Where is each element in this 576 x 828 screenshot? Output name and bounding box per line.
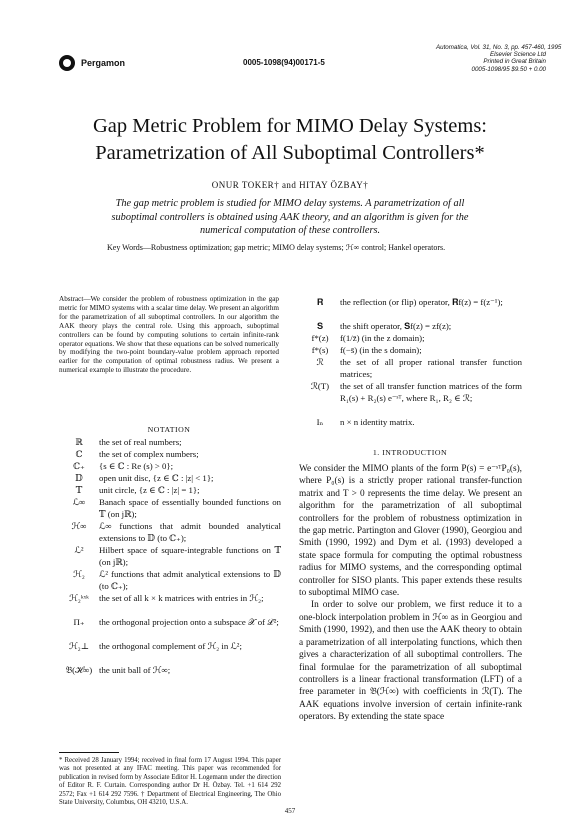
- notation-symbol: ℋ₂⊥: [68, 641, 90, 651]
- notation-row: [59, 460, 281, 472]
- notation-definition: ℒ∞ functions that admit bounded analytical extensions to 𝔻 (to ℂ₊);: [99, 521, 281, 543]
- notation-definition: the set of all transfer function matrices of the form R₁(s) + R₂(s) e⁻ˢᵀ, where R₁, R₂ ∈ ℛ;: [340, 381, 522, 403]
- introduction-heading: 1. INTRODUCTION: [372, 448, 448, 457]
- journal-line: Printed in Great Britain: [483, 58, 546, 66]
- notation-row: [59, 520, 281, 544]
- notation-definition: the orthogonal projection onto a subspace 𝒳 of ℒ²;: [99, 617, 279, 627]
- notation-definition: the set of real numbers;: [99, 437, 182, 447]
- notation-definition: the set of all proper rational transfer function matrices;: [340, 357, 522, 379]
- notation-symbol: ℝ: [75, 437, 83, 447]
- notation-row: [300, 296, 522, 308]
- notation-symbol: 𝐑: [316, 297, 324, 307]
- notation-row: [59, 484, 281, 496]
- notation-row: [300, 332, 522, 344]
- notation-row: [59, 640, 281, 652]
- notation-definition: Hilbert space of square-integrable functions on 𝕋 (on jℝ);: [99, 545, 281, 567]
- notation-symbol: 𝐒: [317, 321, 323, 331]
- notation-symbol: Π₊: [73, 617, 85, 627]
- notation-definition: ℒ² functions that admit analytical extensions to 𝔻 (to ℂ₊);: [99, 569, 281, 591]
- authors: ONUR TOKER† and HITAY ÖZBAY†: [211, 180, 369, 190]
- notation-symbol: ℂ₊: [73, 461, 85, 471]
- notation-symbol: 𝕋: [75, 485, 83, 495]
- title-line: Parametrization of All Suboptimal Controllers*: [95, 142, 485, 164]
- notation-symbol: ℒ∞: [72, 497, 86, 507]
- notation-symbol: ℂ: [75, 449, 83, 459]
- publisher-logo-block: [59, 55, 125, 71]
- footnote-rule: [59, 752, 119, 753]
- intro-paragraph: We consider the MIMO plants of the form P(s) = e⁻ˢᵀP₀(s), where P₀(s) is a strictly proper rational transfer-function matrix and T > 0 represents the time delay. We present an algorithm for the parametrization of all suboptimal controllers for the problem of robustness optimization in the gap metric. Partington and Glover (1990), Georgiou and Smith (1990, 1992) and Dym et al. (1993) developed a state space formula for computing the optimal robustness radius for MIMO systems, and the corresponding optimal controller for SISO plants. This paper extends these results to suboptimal MIMO case.: [299, 464, 522, 599]
- notation-symbol: 𝔅(ℋ∞): [65, 665, 93, 675]
- notation-symbol: f*(z): [311, 333, 329, 343]
- notation-row: [59, 448, 281, 460]
- journal-line: 0005-1098/95 $9.50 + 0.00: [471, 65, 546, 73]
- notation-symbol: ℛ: [316, 357, 324, 367]
- notation-symbol: ℛ(T): [310, 381, 330, 391]
- notation-row: [59, 616, 281, 628]
- notation-row: [59, 472, 281, 484]
- notation-symbol: Iₙ: [316, 417, 324, 427]
- notation-row: [59, 496, 281, 520]
- notation-definition: unit circle, {z ∈ ℂ : |z| = 1};: [99, 485, 200, 495]
- notation-row: [59, 436, 281, 448]
- notation-definition: Banach space of essentially bounded functions on 𝕋 (on jℝ);: [99, 497, 281, 519]
- notation-definition: f(1/z̄) (in the z domain);: [340, 333, 425, 343]
- page-number: 457: [284, 807, 296, 815]
- summary: The gap metric problem is studied for MIMO delay systems. A parametrization of all suboptimal controllers is obtained using AAK theory, and an algorithm is given for the numerical computation of these controllers.: [111, 198, 469, 236]
- notation-symbol: ℋ₂: [73, 569, 85, 579]
- notation-definition: n × n identity matrix.: [340, 417, 415, 427]
- abstract: Abstract—We consider the problem of robustness optimization in the gap metric for MIMO systems with a scalar time delay. We present an algorithm for the parametrization of all suboptimal controllers. In our algorithm the AAK theory plays the central role. Using this approach, suboptimal controllers can be found by computing solutions to certain infinite-rank operator equations. We show that these equations can be solved numerically by modifying the two-point boundary-value problem approach reported earlier for the computation of optimal robustness radius. We present a numerical example to illustrate the procedure.: [59, 295, 279, 375]
- title-line: Gap Metric Problem for MIMO Delay Systems:: [93, 115, 487, 137]
- notation-symbol: ℒ²: [74, 545, 84, 555]
- notation-definition: {s ∈ ℂ : Re (s) > 0};: [99, 461, 174, 471]
- notation-row: [300, 356, 522, 380]
- notation-definition: open unit disc, {z ∈ ℂ : |z| < 1};: [99, 473, 214, 483]
- notation-heading: NOTATION: [147, 425, 191, 434]
- keywords: Key Words—Robustness optimization; gap metric; MIMO delay systems; ℋ∞ control; Hankel operators.: [107, 243, 446, 252]
- notation-definition: the reflection (or flip) operator, 𝐑f(z) = f(z⁻¹);: [340, 297, 503, 307]
- notation-row: [59, 568, 281, 592]
- footnote: * Received 28 January 1994; received in final form 17 August 1994. This paper was not presented at any IFAC meeting. This paper was recommended for publication in revised form by Associate Editor H. Logemann under the direction of Editor R. F. Curtain. Corresponding author Dr H. Özbay. Tel. +1 614 292 2572; Fax +1 614 292 7596. † Department of Electrical Engineering, The Ohio State University, Columbus, OH 43210, U.S.A.: [59, 757, 281, 807]
- publisher-name: Pergamon: [81, 58, 126, 68]
- article-code: 0005-1098(94)00171-5: [243, 58, 325, 67]
- pergamon-logo-icon: [59, 55, 75, 71]
- notation-definition: the set of complex numbers;: [99, 449, 199, 459]
- notation-row: [59, 544, 281, 568]
- notation-definition: the shift operator, 𝐒f(z) = zf(z);: [340, 321, 452, 331]
- notation-definition: the set of all k × k matrices with entries in ℋ₂;: [99, 593, 264, 603]
- journal-info: [436, 44, 562, 73]
- journal-line: Elsevier Science Ltd: [489, 51, 546, 59]
- intro-paragraph: In order to solve our problem, we first reduce it to a one-block interpolation problem in ℋ∞ as in Georgiou and Smith (1990, 1992), and then use the AAK theory to obtain a parametrization of all interpolating functions, which then gives a characterization of all suboptimal controllers. The final formulae for the parametrization of all suboptimal controllers is a linear fractional transformation (LFT) of a free parameter in 𝔅(ℋ∞) with coefficients in ℛ(T). The AAK equations involve inversion of certain infinite-rank operators. By extending the state space: [299, 600, 522, 723]
- notation-symbol: f*(s): [311, 345, 329, 355]
- notation-row: [300, 320, 522, 332]
- notation-row: [59, 592, 281, 604]
- notation-definition: the unit ball of ℋ∞;: [99, 665, 171, 675]
- notation-row: [59, 664, 281, 676]
- notation-definition: f(−s̄) (in the s domain);: [340, 345, 422, 355]
- notation-row: [300, 416, 522, 428]
- notation-row: [300, 380, 522, 404]
- notation-row: [300, 344, 522, 356]
- notation-definition: the orthogonal complement of ℋ₂ in ℒ²;: [99, 641, 242, 651]
- notation-symbol: ℋ∞: [71, 521, 87, 531]
- notation-symbol: 𝔻: [75, 473, 83, 483]
- introduction-body: [299, 463, 522, 724]
- paper-title: [60, 113, 520, 167]
- notation-symbol: ℋ₂ᵏˣᵏ: [69, 593, 89, 603]
- journal-line: Automatica, Vol. 31, No. 3, pp. 457-460, 1995: [436, 44, 562, 51]
